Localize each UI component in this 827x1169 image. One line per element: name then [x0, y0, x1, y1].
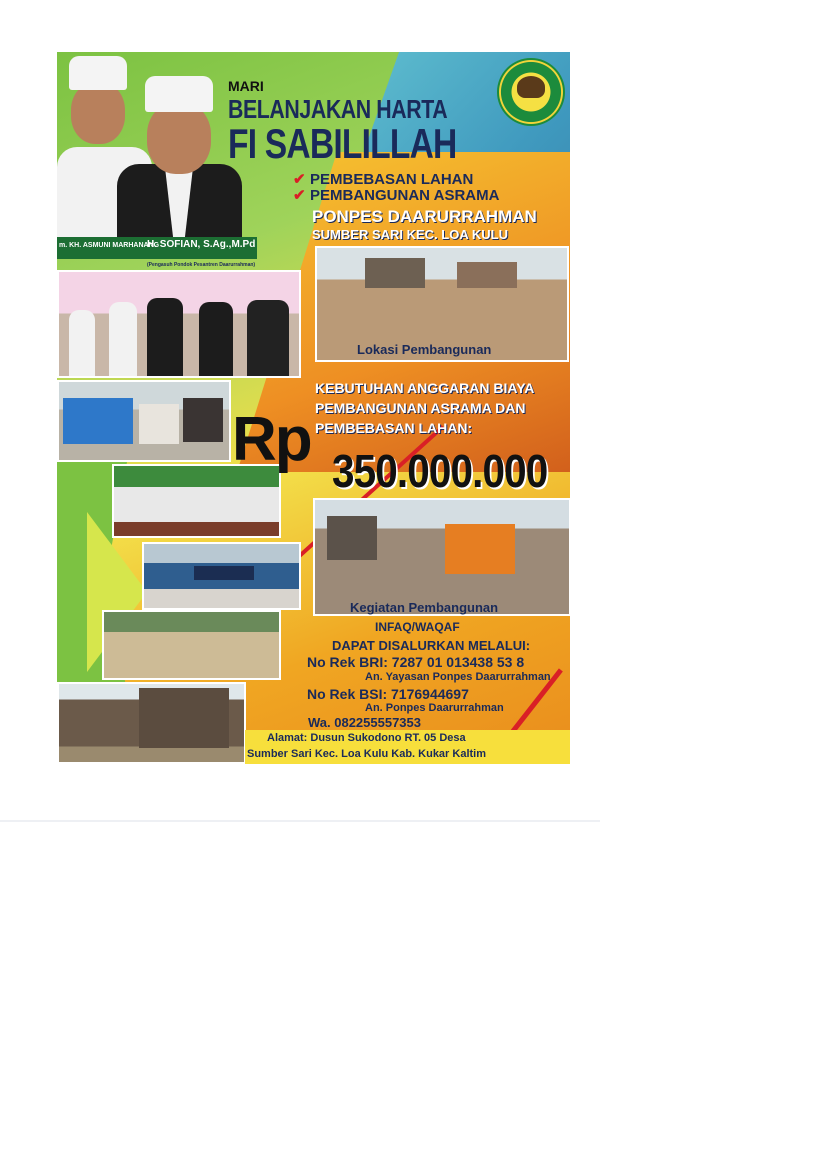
left-person-name: m. KH. ASMUNI MARHANANG	[59, 242, 160, 249]
donation-flyer	[57, 52, 570, 764]
headline-fi-sabilillah: FI SABILILLAH	[228, 120, 457, 167]
bullet-pembangunan: PEMBANGUNAN ASRAMA	[310, 187, 500, 204]
checkmark-icon: ✔	[293, 171, 306, 188]
bri-account: No Rek BRI: 7287 01 013438 53 8	[307, 654, 525, 670]
institution-name: PONPES DAARURRAHMAN	[312, 207, 537, 226]
headline-mari: MARI	[228, 78, 264, 94]
bullet-pembebasan: PEMBEBASAN LAHAN	[310, 171, 474, 188]
budget-line-1: KEBUTUHAN ANGGARAN BIAYA	[315, 380, 535, 396]
budget-amount: 350.000.000	[332, 445, 548, 497]
caption-kegiatan: Kegiatan Pembangunan	[350, 600, 499, 615]
bsi-account: No Rek BSI: 7176944697	[307, 686, 469, 702]
currency-rp: Rp	[232, 405, 311, 474]
budget-line-3: PEMBEBASAN LAHAN:	[315, 420, 473, 436]
budget-line-2: PEMBANGUNAN ASRAMA DAN	[315, 400, 526, 416]
infaq-title: INFAQ/WAQAF	[375, 620, 460, 634]
book-emblem-icon	[517, 76, 545, 98]
right-person-name: H. SOFIAN, S.Ag.,M.Pd	[147, 239, 256, 250]
bri-account-name: An. Yayasan Ponpes Daarurrahman	[365, 671, 551, 683]
portrait-h-sofian	[117, 72, 242, 247]
whatsapp-number: Wa. 082255557353	[308, 715, 422, 730]
institution-location: SUMBER SARI KEC. LOA KULU	[312, 227, 508, 242]
photo-santri-group	[112, 464, 281, 538]
photo-group-ceremony	[57, 270, 301, 378]
photo-wooden-house	[57, 682, 246, 764]
photo-banner-group	[142, 542, 301, 610]
right-person-subtitle: (Pengasuh Pondok Pesantren Daarurrahman)	[147, 262, 256, 268]
photo-students-blue	[57, 380, 231, 462]
caption-lokasi: Lokasi Pembangunan	[357, 342, 492, 357]
bsi-account-name: An. Ponpes Daarurrahman	[365, 702, 504, 714]
address-line-2: Sumber Sari Kec. Loa Kulu Kab. Kukar Kaltim	[247, 748, 487, 760]
paper-edge	[0, 820, 600, 822]
photo-kegiatan-pembangunan	[313, 498, 570, 616]
photo-land-cleared	[102, 610, 281, 680]
address-line-1: Alamat: Dusun Sukodono RT. 05 Desa	[267, 732, 466, 744]
pesantren-logo	[497, 58, 565, 126]
headline-belanjakan: BELANJAKAN HARTA	[228, 94, 448, 124]
infaq-subtitle: DAPAT DISALURKAN MELALUI:	[332, 638, 531, 653]
checkmark-icon: ✔	[293, 187, 306, 204]
